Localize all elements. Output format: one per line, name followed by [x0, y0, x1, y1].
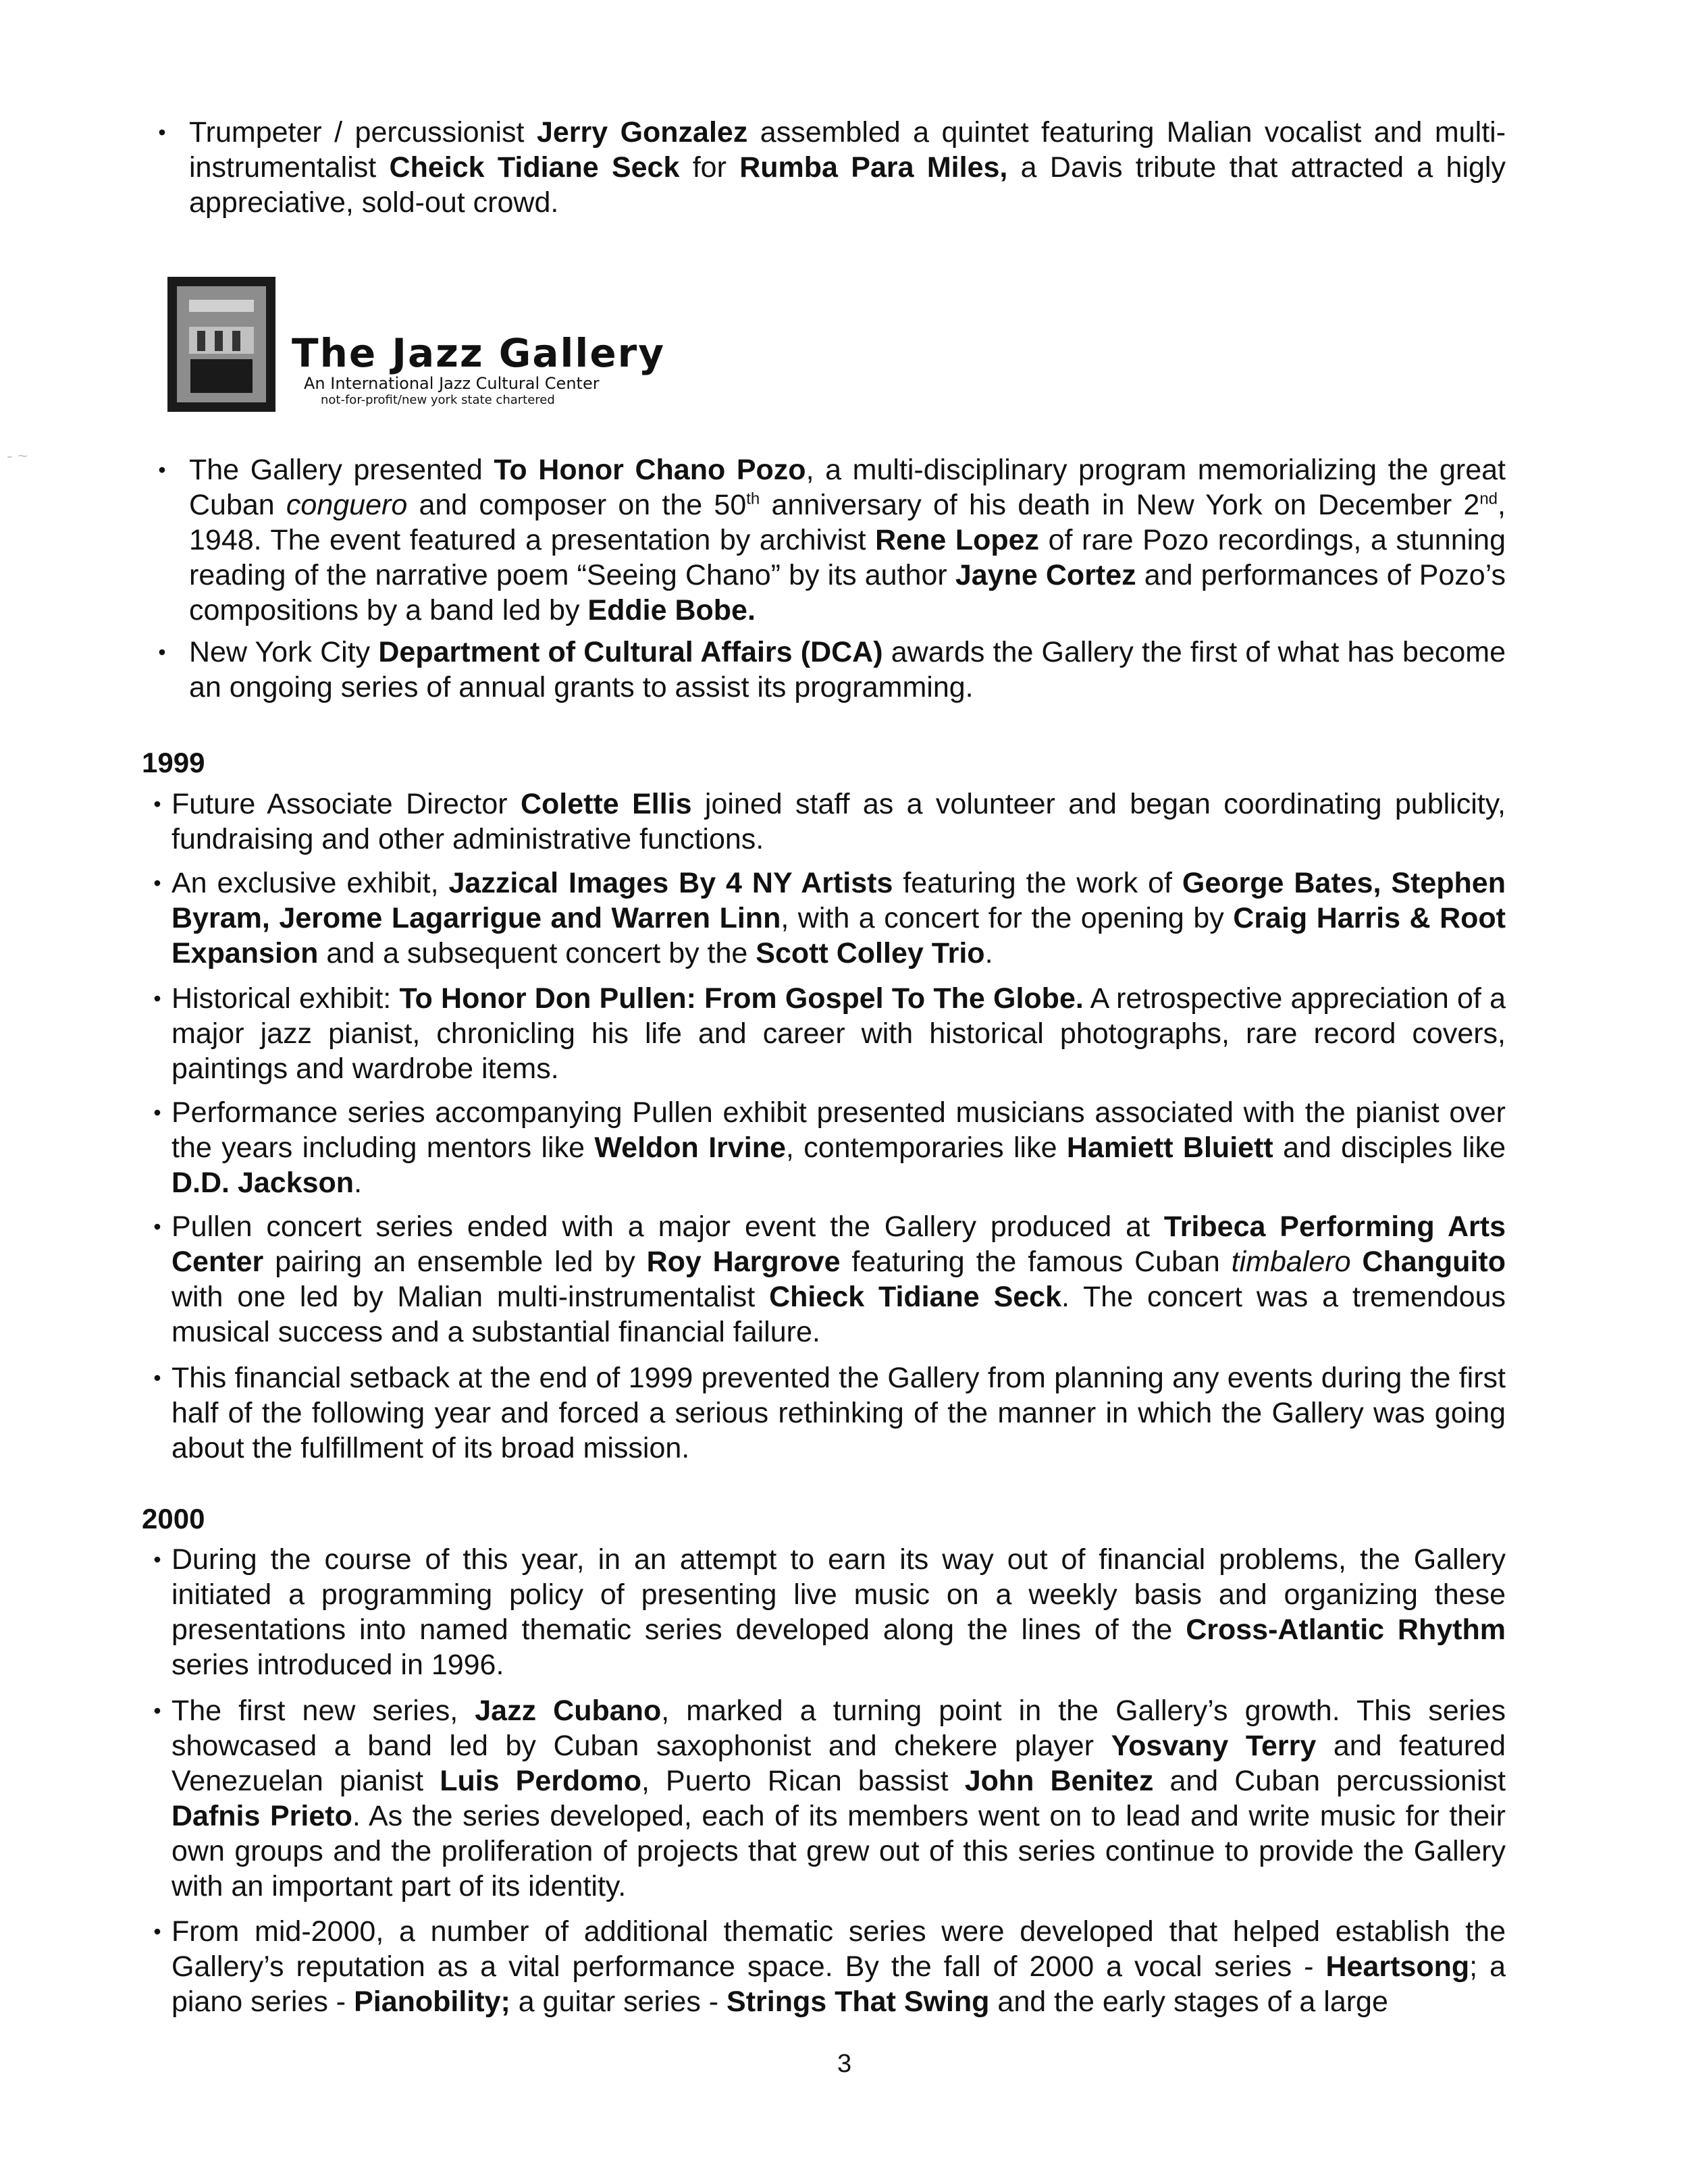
list-item	[143, 1209, 1506, 1350]
year-heading-2000: 2000	[142, 1503, 205, 1535]
list-item-text: From mid-2000, a number of additional thematic series were developed that helped establish the Gallery’s reputation as a vital performance space. By the fall of 2000 a vocal series - Heartsong; a piano series - Pianobility; a guitar series - Strings That Swing and the early stages of a large	[172, 1915, 1506, 2018]
list-item-text: Trumpeter / percussionist Jerry Gonzalez assembled a quintet featuring Malian vocalist and multi-instrumentalist Cheick Tidiane Seck for Rumba Para Miles, a Davis tribute that attracted a higly appreciative, sold-out crowd.	[189, 116, 1506, 219]
list-item	[143, 981, 1506, 1086]
bullet-dot: •	[153, 986, 161, 1011]
page-number: 3	[837, 2050, 852, 2078]
bullet-dot: •	[158, 120, 166, 144]
bullet-dot: •	[153, 792, 161, 816]
list-item-text: Pullen concert series ended with a major event the Gallery produced at Tribeca Performing Arts Center pairing an ensemble led by Roy Hargrove featuring the famous Cuban timbalero Changuito with one led by Malian multi-instrumentalist Chieck Tidiane Seck. The concert was a tremendous musical success and a substantial financial failure.	[172, 1210, 1506, 1348]
bullet-dot: •	[153, 1699, 161, 1723]
logo-tagline: not-for-profit/new york state chartered	[321, 393, 555, 407]
logo-title: The Jazz Gallery	[292, 330, 666, 376]
list-item	[143, 865, 1506, 971]
bullet-dot: •	[153, 1919, 161, 1944]
list-item-text: The first new series, Jazz Cubano, marked a turning point in the Gallery’s growth. This series showcased a band led by Cuban saxophonist and chekere player Yosvany Terry and featured Venezuelan pianist Luis Perdomo, Puerto Rican bassist John Benitez and Cuban percussionist Dafnis Prieto. As the series developed, each of its members went on to lead and write music for their own groups and the proliferation of projects that grew out of this series continue to provide the Gallery with an important part of its identity.	[172, 1695, 1506, 1902]
list-item	[143, 1693, 1506, 1904]
bullet-dot: •	[153, 1100, 161, 1125]
list-item-text: The Gallery presented To Honor Chano Pozo, a multi-disciplinary program memorializing the great Cuban conguero and composer on the 50th anniversary of his death in New York on December 2nd, 1948. The event featured a presentation by archivist Rene Lopez of rare Pozo recordings, a stunning reading of the narrative poem “Seeing Chano” by its author Jayne Cortez and performances of Pozo’s compositions by a band led by Eddie Bobe.	[189, 454, 1506, 627]
list-item-text: During the course of this year, in an attempt to earn its way out of financial problems, the Gallery initiated a programming policy of presenting live music on a weekly basis and organizing these presentations into named thematic series developed along the lines of the Cross-Atlantic Rhythm series introduced in 1996.	[172, 1543, 1506, 1681]
bullet-dot: •	[153, 871, 161, 895]
list-item-text: Future Associate Director Colette Ellis joined staff as a volunteer and began coordinating publicity, fundraising and other administrative functions.	[172, 788, 1506, 855]
bullet-dot: •	[153, 1366, 161, 1390]
list-item	[143, 1095, 1506, 1200]
list-item-text: Performance series accompanying Pullen exhibit presented musicians associated with the pianist over the years including mentors like Weldon Irvine, contemporaries like Hamiett Bluiett and disciples like D.D. Jackson.	[172, 1096, 1506, 1199]
jazz-gallery-logo-image	[167, 277, 275, 412]
list-item-text: This financial setback at the end of 1999 prevented the Gallery from planning any events during the first half of the following year and forced a serious rethinking of the manner in which the Gallery was going about the fulfillment of its broad mission.	[172, 1362, 1506, 1464]
list-item	[143, 1360, 1506, 1466]
list-item-text: Historical exhibit: To Honor Don Pullen: From Gospel To The Globe. A retrospective appreciation of a major jazz pianist, chronicling his life and career with historical photographs, rare record covers, paintings and wardrobe items.	[172, 982, 1506, 1085]
list-item	[143, 787, 1506, 857]
bullet-dot: •	[153, 1547, 161, 1572]
year-heading-1999: 1999	[142, 747, 205, 778]
list-item-text: An exclusive exhibit, Jazzical Images By 4 NY Artists featuring the work of George Bates, Stephen Byram, Jerome Lagarrigue and Warren Linn, with a concert for the opening by Craig Harris & Root Expansion and a subsequent concert by the Scott Colley Trio.	[172, 867, 1506, 969]
bullet-dot: •	[158, 458, 166, 482]
bullet-dot: •	[153, 1215, 161, 1239]
bullet-dot: •	[158, 640, 166, 664]
list-item-text: New York City Department of Cultural Affairs (DCA) awards the Gallery the first of what has become an ongoing series of annual grants to assist its programming.	[189, 636, 1506, 703]
scan-margin-mark: ‐ ~	[7, 446, 28, 466]
list-item	[135, 115, 1506, 220]
list-item	[143, 1914, 1506, 2019]
list-item	[143, 1542, 1506, 1682]
logo-subtitle: An International Jazz Cultural Center	[304, 374, 600, 393]
list-item	[135, 452, 1506, 628]
list-item	[135, 635, 1506, 705]
